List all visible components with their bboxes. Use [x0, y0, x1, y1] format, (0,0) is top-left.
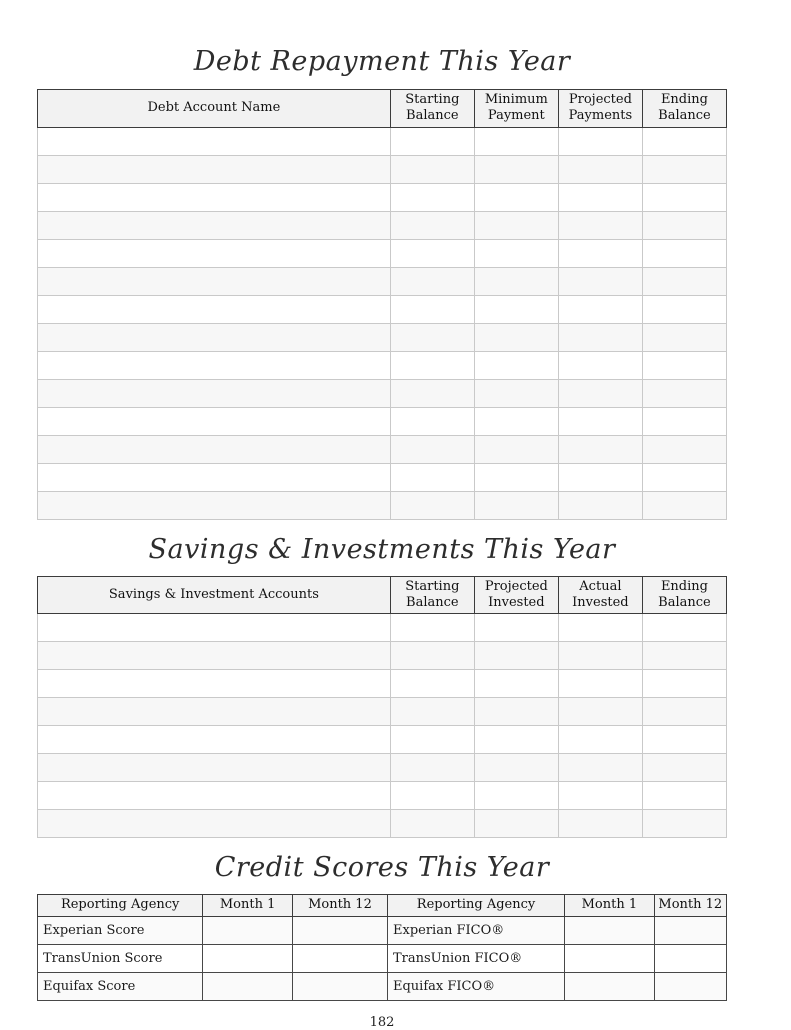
empty-cell: [390, 754, 474, 782]
empty-table-row: [38, 211, 727, 239]
empty-cell: [38, 155, 391, 183]
empty-cell: [642, 491, 726, 519]
empty-cell: [474, 239, 558, 267]
empty-cell: [558, 267, 642, 295]
debt-table-body: [38, 127, 727, 519]
empty-cell: [38, 435, 391, 463]
column-header-month1-right: Month 1: [565, 895, 655, 916]
empty-table-row: [38, 463, 727, 491]
empty-cell: [38, 379, 391, 407]
column-header-savings-accounts: Savings & Investment Accounts: [38, 576, 391, 614]
empty-cell: [38, 463, 391, 491]
empty-cell: [38, 295, 391, 323]
column-header-debt-account-name: Debt Account Name: [38, 90, 391, 128]
empty-cell: [558, 295, 642, 323]
column-header-projected-payments: Projected Payments: [558, 90, 642, 128]
score-cell-month1: [565, 972, 655, 1000]
empty-cell: [390, 670, 474, 698]
empty-table-row: [38, 782, 727, 810]
empty-cell: [558, 211, 642, 239]
empty-cell: [390, 127, 474, 155]
column-header-starting-balance: Starting Balance: [390, 90, 474, 128]
column-header-minimum-payment: Minimum Payment: [474, 90, 558, 128]
empty-cell: [390, 407, 474, 435]
empty-cell: [642, 810, 726, 838]
empty-cell: [558, 810, 642, 838]
column-header-reporting-agency-right: Reporting Agency: [388, 895, 565, 916]
savings-table-header: [38, 576, 727, 614]
debt-section-title: Debt Repayment This Year: [193, 46, 571, 77]
empty-cell: [38, 127, 391, 155]
empty-cell: [642, 155, 726, 183]
empty-cell: [390, 726, 474, 754]
empty-cell: [558, 239, 642, 267]
empty-table-row: [38, 379, 727, 407]
empty-table-row: [38, 642, 727, 670]
empty-cell: [390, 351, 474, 379]
empty-cell: [474, 211, 558, 239]
empty-cell: [642, 379, 726, 407]
empty-cell: [558, 491, 642, 519]
savings-investments-table: [37, 576, 727, 839]
credit-table-header: [38, 895, 727, 916]
score-cell-month12: [292, 972, 387, 1000]
agency-label: TransUnion Score: [38, 944, 203, 972]
savings-table-body: [38, 614, 727, 838]
empty-cell: [474, 351, 558, 379]
empty-table-row: [38, 295, 727, 323]
header-row: [38, 895, 727, 916]
empty-cell: [642, 127, 726, 155]
empty-cell: [38, 183, 391, 211]
empty-cell: [390, 295, 474, 323]
empty-table-row: [38, 614, 727, 642]
empty-cell: [642, 407, 726, 435]
empty-cell: [390, 239, 474, 267]
empty-cell: [390, 642, 474, 670]
empty-cell: [390, 155, 474, 183]
empty-cell: [642, 463, 726, 491]
credit-table-body: [38, 916, 727, 1000]
empty-cell: [642, 642, 726, 670]
agency-label: Experian Score: [38, 916, 203, 944]
debt-repayment-table: [37, 89, 727, 520]
empty-table-row: [38, 351, 727, 379]
empty-cell: [474, 379, 558, 407]
empty-cell: [558, 351, 642, 379]
empty-cell: [474, 295, 558, 323]
empty-cell: [38, 407, 391, 435]
empty-cell: [474, 267, 558, 295]
empty-cell: [474, 726, 558, 754]
score-cell-month1: [565, 944, 655, 972]
empty-cell: [38, 670, 391, 698]
empty-table-row: [38, 127, 727, 155]
empty-cell: [474, 155, 558, 183]
empty-cell: [558, 155, 642, 183]
empty-cell: [642, 351, 726, 379]
credit-section-title: Credit Scores This Year: [214, 852, 550, 884]
empty-cell: [558, 323, 642, 351]
score-cell-month1: [203, 944, 293, 972]
empty-table-row: [38, 698, 727, 726]
empty-cell: [38, 698, 391, 726]
header-row: [38, 90, 727, 128]
score-cell-month12: [654, 916, 726, 944]
empty-cell: [474, 323, 558, 351]
empty-cell: [38, 211, 391, 239]
empty-table-row: [38, 407, 727, 435]
empty-cell: [558, 127, 642, 155]
column-header-ending-balance: Ending Balance: [642, 576, 726, 614]
column-header-reporting-agency-left: Reporting Agency: [38, 895, 203, 916]
empty-cell: [558, 782, 642, 810]
empty-cell: [474, 435, 558, 463]
score-cell-month12: [654, 944, 726, 972]
column-header-actual-invested: Actual Invested: [558, 576, 642, 614]
empty-cell: [474, 463, 558, 491]
agency-label: Equifax FICO®: [388, 972, 565, 1000]
empty-table-row: [38, 810, 727, 838]
empty-cell: [558, 726, 642, 754]
column-header-projected-invested: Projected Invested: [474, 576, 558, 614]
agency-label: TransUnion FICO®: [388, 944, 565, 972]
empty-table-row: [38, 754, 727, 782]
score-cell-month1: [565, 916, 655, 944]
empty-table-row: [38, 239, 727, 267]
empty-cell: [642, 614, 726, 642]
column-header-month12-left: Month 12: [292, 895, 387, 916]
empty-cell: [642, 782, 726, 810]
empty-cell: [642, 295, 726, 323]
empty-cell: [474, 670, 558, 698]
empty-cell: [390, 211, 474, 239]
empty-cell: [558, 407, 642, 435]
empty-cell: [38, 323, 391, 351]
empty-cell: [38, 782, 391, 810]
empty-cell: [558, 614, 642, 642]
empty-cell: [642, 239, 726, 267]
column-header-starting-balance: Starting Balance: [390, 576, 474, 614]
empty-cell: [390, 614, 474, 642]
score-cell-month1: [203, 972, 293, 1000]
empty-cell: [642, 754, 726, 782]
empty-cell: [390, 183, 474, 211]
agency-label: Equifax Score: [38, 972, 203, 1000]
empty-cell: [38, 239, 391, 267]
empty-cell: [642, 698, 726, 726]
score-cell-month12: [292, 944, 387, 972]
credit-score-row-transunion: [38, 944, 727, 972]
savings-section-title: Savings & Investments This Year: [148, 533, 616, 565]
empty-cell: [558, 183, 642, 211]
empty-cell: [390, 435, 474, 463]
empty-cell: [474, 810, 558, 838]
empty-cell: [38, 491, 391, 519]
empty-cell: [474, 642, 558, 670]
empty-cell: [558, 754, 642, 782]
empty-cell: [558, 463, 642, 491]
empty-cell: [390, 379, 474, 407]
empty-cell: [38, 754, 391, 782]
score-cell-month12: [292, 916, 387, 944]
debt-table-header: [38, 90, 727, 128]
column-header-month12-right: Month 12: [654, 895, 726, 916]
score-cell-month1: [203, 916, 293, 944]
empty-cell: [390, 463, 474, 491]
empty-cell: [38, 614, 391, 642]
empty-cell: [390, 267, 474, 295]
empty-cell: [558, 698, 642, 726]
empty-cell: [642, 435, 726, 463]
empty-cell: [38, 351, 391, 379]
empty-table-row: [38, 183, 727, 211]
column-header-ending-balance: Ending Balance: [642, 90, 726, 128]
empty-table-row: [38, 267, 727, 295]
empty-cell: [558, 642, 642, 670]
empty-table-row: [38, 726, 727, 754]
empty-cell: [558, 379, 642, 407]
empty-cell: [642, 211, 726, 239]
empty-cell: [474, 614, 558, 642]
page-number: 182: [369, 1014, 395, 1030]
credit-score-row-equifax: [38, 972, 727, 1000]
empty-cell: [38, 267, 391, 295]
empty-table-row: [38, 491, 727, 519]
header-row: [38, 576, 727, 614]
empty-cell: [558, 670, 642, 698]
document-page-content: [37, 0, 727, 1030]
empty-cell: [474, 698, 558, 726]
empty-cell: [474, 491, 558, 519]
empty-cell: [38, 726, 391, 754]
empty-cell: [474, 407, 558, 435]
empty-cell: [390, 810, 474, 838]
empty-cell: [390, 698, 474, 726]
empty-cell: [642, 726, 726, 754]
credit-scores-table: [37, 894, 727, 1000]
column-header-month1-left: Month 1: [203, 895, 293, 916]
empty-cell: [474, 782, 558, 810]
empty-cell: [642, 267, 726, 295]
empty-cell: [390, 782, 474, 810]
empty-cell: [642, 323, 726, 351]
empty-cell: [390, 491, 474, 519]
empty-cell: [474, 183, 558, 211]
empty-table-row: [38, 155, 727, 183]
empty-table-row: [38, 323, 727, 351]
empty-cell: [474, 127, 558, 155]
agency-label: Experian FICO®: [388, 916, 565, 944]
empty-cell: [642, 183, 726, 211]
empty-cell: [558, 435, 642, 463]
credit-score-row-experian: [38, 916, 727, 944]
empty-cell: [38, 642, 391, 670]
empty-cell: [642, 670, 726, 698]
empty-table-row: [38, 670, 727, 698]
empty-cell: [474, 754, 558, 782]
empty-table-row: [38, 435, 727, 463]
empty-cell: [38, 810, 391, 838]
score-cell-month12: [654, 972, 726, 1000]
empty-cell: [390, 323, 474, 351]
